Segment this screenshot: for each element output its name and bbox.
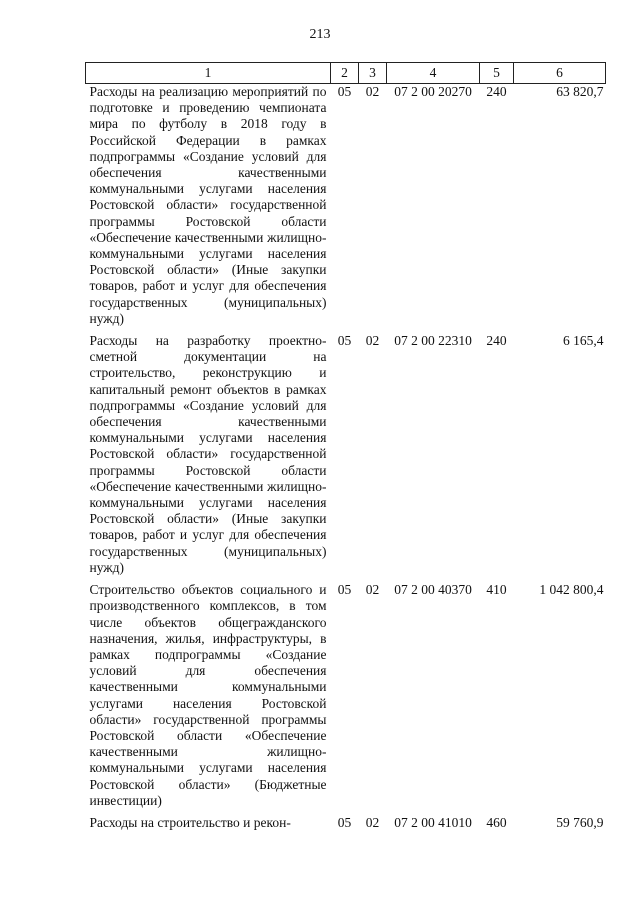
- header-col-5: 5: [480, 63, 514, 84]
- header-col-4: 4: [387, 63, 480, 84]
- row-section: 05: [337, 814, 352, 830]
- row-expense-type: 240: [486, 333, 507, 349]
- row-target-article: 07 2 00 22310: [394, 333, 472, 349]
- budget-table: [85, 62, 606, 837]
- row-amount: 1 042 800,4: [539, 582, 604, 598]
- table-header: [86, 63, 606, 84]
- row-subsection: 02: [365, 814, 380, 830]
- header-row: [86, 63, 606, 84]
- row-section: 05: [337, 333, 352, 349]
- table-row: [86, 815, 606, 837]
- row-expense-type: 460: [486, 814, 507, 830]
- row-subsection: 02: [365, 84, 380, 99]
- table-body: [86, 84, 606, 838]
- row-target-article: 07 2 00 41010: [394, 814, 472, 830]
- header-col-3: 3: [359, 63, 387, 84]
- row-section: 05: [337, 582, 352, 598]
- row-description: Расходы на разработку проектно-сметной документации на строительство, реконструкцию и капитальный ремонт объектов в рамках подпрограммы «Создание условий для обеспечения качественными коммунальными услугами населения Ростовской области» государственной программы Ростовской области «Обеспечение качественными жилищно-коммунальными услугами населения Ростовской области» (Иные закупки товаров, работ и услуг для обеспечения государственных (муниципальных) нужд): [89, 333, 327, 575]
- row-subsection: 02: [365, 333, 380, 349]
- header-col-6: 6: [514, 63, 606, 84]
- row-subsection: 02: [365, 582, 380, 598]
- row-description: Расходы на реализацию мероприятий по подготовке и проведению чемпионата мира по футболу в 2018 году в Российской Федерации в рамках подпрограммы «Создание условий для обеспечения качественными коммунальными услугами населения Ростовской области» государственной программы Ростовской области «Обеспечение качественными жилищно-коммунальными услугами населения Ростовской области» (Иные закупки товаров, работ и услуг для обеспечения государственных (муниципальных) нужд): [89, 84, 327, 326]
- row-section: 05: [337, 84, 352, 99]
- row-amount: 6 165,4: [563, 333, 604, 349]
- table-row: [86, 582, 606, 815]
- table-row: [86, 84, 606, 334]
- row-target-article: 07 2 00 20270: [394, 84, 472, 99]
- table-row: [86, 333, 606, 582]
- row-expense-type: 410: [486, 582, 507, 598]
- row-description: Строительство объектов социального и производственного комплексов, в том числе объектов общегражданского назначения, жилья, инфраструктуры, в рамках подпрограммы «Создание условий для обеспечения качественными коммунальными услугами населения Ростовской области» государственной программы Ростовской области «Обеспечение качественными жилищно-коммунальными услугами населения Ростовской области» (Бюджетные инвестиции): [89, 582, 327, 808]
- page-number: 213: [309, 27, 331, 42]
- row-description: Расходы на строительство и рекон-: [89, 814, 291, 830]
- header-col-1: 1: [86, 63, 331, 84]
- row-amount: 63 820,7: [556, 84, 604, 99]
- header-col-2: 2: [331, 63, 359, 84]
- row-amount: 59 760,9: [556, 814, 604, 830]
- row-expense-type: 240: [486, 84, 507, 99]
- row-target-article: 07 2 00 40370: [394, 582, 472, 598]
